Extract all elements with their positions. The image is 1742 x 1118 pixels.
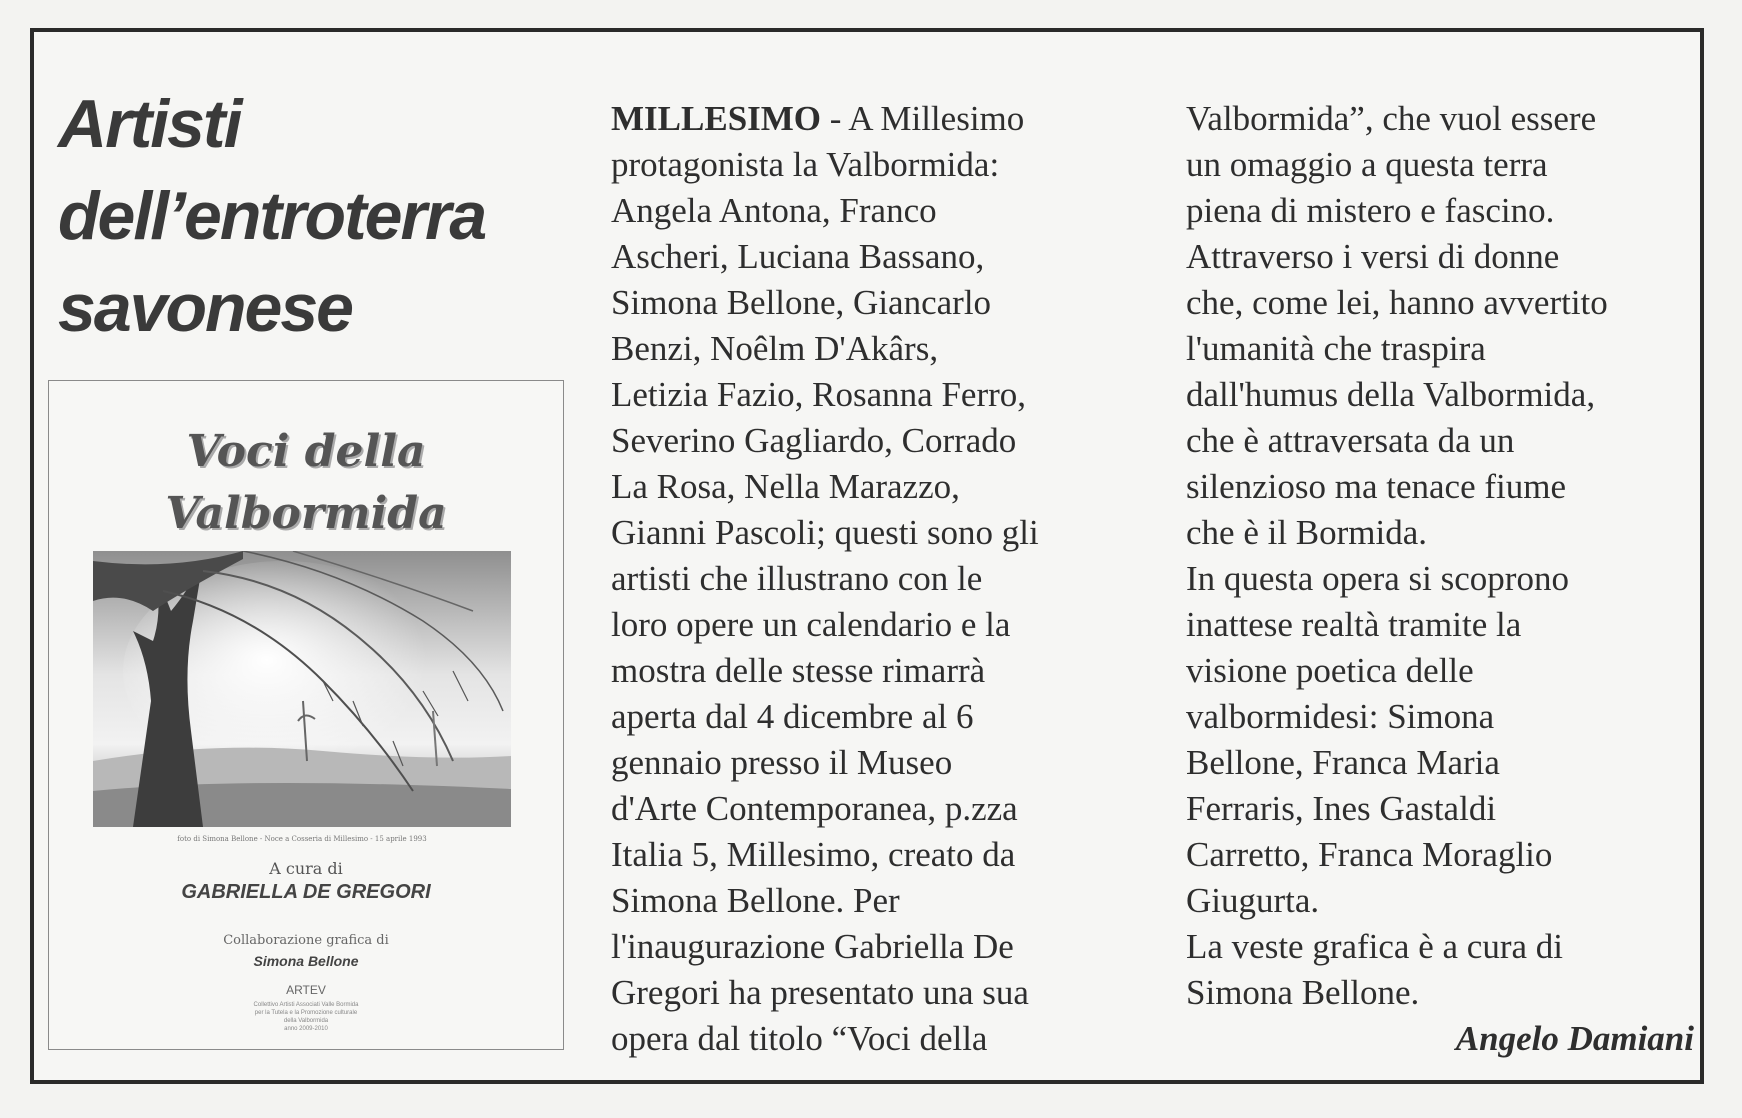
article-line: protagonista la Valbormida: [611, 145, 1000, 184]
cover-tree-photo [93, 551, 511, 827]
cover-small-line-3: della Valbormida [283, 1018, 329, 1024]
article-line: valbormidesi: Simona [1186, 697, 1495, 736]
article-line: visione poetica delle [1186, 651, 1474, 690]
article-column-2 [1186, 96, 1696, 1016]
article-line: Gregori ha presentato una sua [611, 973, 1029, 1012]
article-line: piena di mistero e fascino. [1186, 191, 1555, 230]
article-line: Attraverso i versi di donne [1186, 237, 1560, 276]
dateline: MILLESIMO [611, 99, 822, 138]
article-line: Bellone, Franca Maria [1186, 743, 1500, 782]
author-signature: Angelo Damiani [1455, 1019, 1694, 1058]
article-line: opera dal titolo “Voci della [611, 1019, 988, 1058]
headline-line-1: Artisti [58, 86, 241, 162]
article-line: d'Arte Contemporanea, p.zza [611, 789, 1018, 828]
article-line: mostra delle stesse rimarrà [611, 651, 986, 690]
article-line-text: - A Millesimo [821, 99, 1025, 138]
cover-photo-caption: foto di Simona Bellone - Noce a Cosseria di Millesimo - 15 aprile 1993 [177, 835, 427, 843]
cover-publisher-logo: ARTEV [286, 983, 326, 997]
article-line: Carretto, Franca Moraglio [1186, 835, 1553, 874]
headline [58, 78, 578, 354]
headline-line-3: savonese [58, 270, 352, 346]
tree-landscape-illustration [93, 551, 511, 827]
article-line: artisti che illustrano con le [611, 559, 983, 598]
cover-title-line-2: Valbormida [165, 488, 447, 539]
cover-small-line-2: per la Tutela e la Promozione culturale [254, 1010, 358, 1016]
cover-curated-by: A cura di [269, 859, 343, 878]
article-line: loro opere un calendario e la [611, 605, 1011, 644]
book-cover-image [48, 380, 564, 1050]
article-line: che, come lei, hanno avvertito [1186, 283, 1608, 322]
article-line: Simona Bellone. Per [611, 881, 900, 920]
article-line: l'inaugurazione Gabriella De [611, 927, 1014, 966]
article-line: Letizia Fazio, Rosanna Ferro, [611, 375, 1027, 414]
article-line: l'umanità che traspira [1186, 329, 1486, 368]
article-line: Simona Bellone, Giancarlo [611, 283, 992, 322]
cover-small-print [49, 1001, 563, 1033]
cover-collab-label: Collaborazione grafica di [223, 933, 389, 948]
article-line: Angela Antona, Franco [611, 191, 937, 230]
article-line: Severino Gagliardo, Corrado [611, 421, 1017, 460]
article-line: In questa opera si scoprono [1186, 559, 1569, 598]
article-line: un omaggio a questa terra [1186, 145, 1548, 184]
article-line: Giugurta. [1186, 881, 1320, 920]
article-line: silenzioso ma tenace fiume [1186, 467, 1566, 506]
cover-small-line-1: Collettivo Artisti Associati Valle Bormida [253, 1002, 359, 1008]
article-line: Benzi, Noêlm D'Akârs, [611, 329, 939, 368]
article-line: che è il Bormida. [1186, 513, 1428, 552]
cover-author: GABRIELLA DE GREGORI [181, 881, 431, 903]
article-line: Gianni Pascoli; questi sono gli [611, 513, 1039, 552]
article-column-1 [611, 96, 1131, 1062]
cover-title [49, 421, 563, 545]
cover-collab-name: Simona Bellone [253, 953, 359, 969]
article-line: aperta dal 4 dicembre al 6 [611, 697, 974, 736]
cover-title-line-1: Voci della [186, 426, 426, 477]
article-line: Ascheri, Luciana Bassano, [611, 237, 985, 276]
headline-line-2: dell’entroterra [58, 178, 486, 254]
cover-small-line-4: anno 2009-2010 [284, 1026, 328, 1032]
article-line: La veste grafica è a cura di [1186, 927, 1563, 966]
article-line: dall'humus della Valbormida, [1186, 375, 1596, 414]
article-line [611, 96, 1131, 142]
article-line: inattese realtà tramite la [1186, 605, 1522, 644]
article-line: Italia 5, Millesimo, creato da [611, 835, 1016, 874]
article-line: La Rosa, Nella Marazzo, [611, 467, 960, 506]
article-line: Ferraris, Ines Gastaldi [1186, 789, 1497, 828]
article-line: Simona Bellone. [1186, 973, 1420, 1012]
article-line: Valbormida”, che vuol essere [1186, 99, 1597, 138]
article-line: gennaio presso il Museo [611, 743, 953, 782]
article-line: che è attraversata da un [1186, 421, 1515, 460]
